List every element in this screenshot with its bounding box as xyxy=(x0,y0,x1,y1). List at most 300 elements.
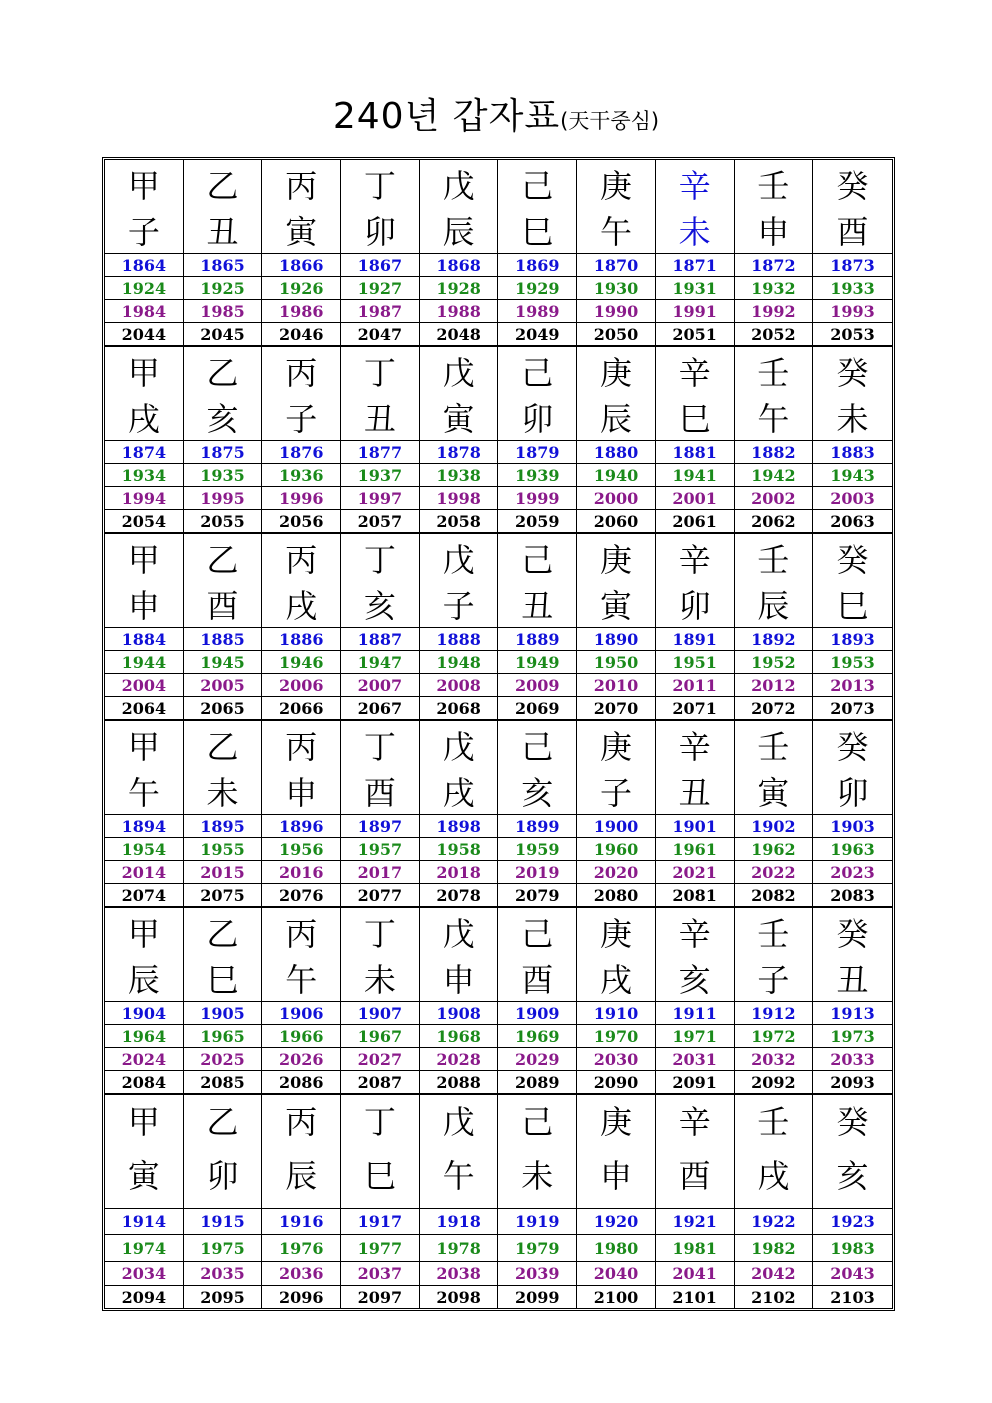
ganji-row xyxy=(105,347,892,440)
year-cell: 1912 xyxy=(735,1001,814,1024)
ganji-cell xyxy=(341,1095,420,1208)
year-cell: 1975 xyxy=(184,1234,263,1261)
year-cell: 2050 xyxy=(577,322,656,345)
year-cell: 1952 xyxy=(735,650,814,673)
branch-char: 酉 xyxy=(836,213,869,251)
stem-char: 戊 xyxy=(442,915,475,953)
branch-char: 巳 xyxy=(363,1157,396,1195)
year-cell: 1996 xyxy=(262,486,341,509)
year-row xyxy=(105,1208,892,1234)
year-cell: 2041 xyxy=(656,1261,735,1285)
year-cell: 1940 xyxy=(577,463,656,486)
stem-char: 丁 xyxy=(363,354,396,392)
year-cell: 2021 xyxy=(656,860,735,883)
ganji-cell xyxy=(105,908,184,1001)
year-cell: 1903 xyxy=(813,814,892,837)
year-cell: 1904 xyxy=(105,1001,184,1024)
ganji-cell xyxy=(735,908,814,1001)
year-cell: 1970 xyxy=(577,1024,656,1047)
year-cell: 2013 xyxy=(813,673,892,696)
year-cell: 1895 xyxy=(184,814,263,837)
stem-char: 乙 xyxy=(206,1103,239,1141)
year-cell: 1935 xyxy=(184,463,263,486)
ganji-cell xyxy=(105,160,184,253)
stem-char: 丁 xyxy=(363,915,396,953)
year-cell: 1965 xyxy=(184,1024,263,1047)
cycle-block xyxy=(105,1095,892,1308)
year-cell: 1998 xyxy=(420,486,499,509)
ganji-cell xyxy=(735,1095,814,1208)
ganji-cell xyxy=(184,347,263,440)
year-cell: 2068 xyxy=(420,696,499,719)
year-cell: 1883 xyxy=(813,440,892,463)
stem-char: 辛 xyxy=(678,541,711,579)
stem-char: 己 xyxy=(521,915,554,953)
sexagenary-table xyxy=(102,157,895,1311)
year-cell: 2001 xyxy=(656,486,735,509)
year-cell: 2040 xyxy=(577,1261,656,1285)
year-cell: 2069 xyxy=(498,696,577,719)
year-cell: 1880 xyxy=(577,440,656,463)
stem-char: 辛 xyxy=(678,354,711,392)
year-cell: 1990 xyxy=(577,299,656,322)
stem-char: 癸 xyxy=(836,728,869,766)
year-cell: 2101 xyxy=(656,1285,735,1308)
branch-char: 子 xyxy=(442,587,475,625)
year-cell: 2007 xyxy=(341,673,420,696)
year-cell: 2085 xyxy=(184,1070,263,1093)
ganji-cell xyxy=(735,347,814,440)
year-row xyxy=(105,883,892,906)
stem-char: 庚 xyxy=(599,541,632,579)
year-cell: 2011 xyxy=(656,673,735,696)
stem-char: 丙 xyxy=(285,541,318,579)
ganji-cell xyxy=(420,160,499,253)
year-cell: 2048 xyxy=(420,322,499,345)
ganji-cell xyxy=(105,721,184,814)
year-cell: 2009 xyxy=(498,673,577,696)
ganji-row xyxy=(105,534,892,627)
stem-char: 乙 xyxy=(206,915,239,953)
stem-char: 乙 xyxy=(206,167,239,205)
year-cell: 1905 xyxy=(184,1001,263,1024)
year-cell: 2090 xyxy=(577,1070,656,1093)
year-cell: 2049 xyxy=(498,322,577,345)
year-cell: 2022 xyxy=(735,860,814,883)
stem-char: 辛 xyxy=(678,728,711,766)
stem-char: 丙 xyxy=(285,1103,318,1141)
branch-char: 辰 xyxy=(127,961,160,999)
year-cell: 1887 xyxy=(341,627,420,650)
branch-char: 午 xyxy=(757,400,790,438)
year-cell: 1958 xyxy=(420,837,499,860)
stem-char: 丙 xyxy=(285,728,318,766)
year-cell: 1943 xyxy=(813,463,892,486)
branch-char: 亥 xyxy=(836,1157,869,1195)
year-cell: 1865 xyxy=(184,253,263,276)
page-title xyxy=(0,88,992,139)
branch-char: 亥 xyxy=(678,961,711,999)
year-cell: 1961 xyxy=(656,837,735,860)
year-cell: 2029 xyxy=(498,1047,577,1070)
year-cell: 2042 xyxy=(735,1261,814,1285)
stem-char: 壬 xyxy=(757,1103,790,1141)
branch-char: 戌 xyxy=(127,400,160,438)
year-cell: 2083 xyxy=(813,883,892,906)
year-cell: 1914 xyxy=(105,1208,184,1234)
stem-char: 辛 xyxy=(678,915,711,953)
year-cell: 1980 xyxy=(577,1234,656,1261)
year-cell: 1908 xyxy=(420,1001,499,1024)
stem-char: 甲 xyxy=(127,354,160,392)
year-row xyxy=(105,440,892,463)
year-cell: 1959 xyxy=(498,837,577,860)
stem-char: 甲 xyxy=(127,1103,160,1141)
branch-char: 未 xyxy=(363,961,396,999)
year-cell: 1978 xyxy=(420,1234,499,1261)
branch-char: 申 xyxy=(285,774,318,812)
year-cell: 2073 xyxy=(813,696,892,719)
year-cell: 2058 xyxy=(420,509,499,532)
year-cell: 2102 xyxy=(735,1285,814,1308)
year-cell: 2095 xyxy=(184,1285,263,1308)
year-cell: 2005 xyxy=(184,673,263,696)
branch-char: 辰 xyxy=(757,587,790,625)
branch-char: 酉 xyxy=(363,774,396,812)
year-row xyxy=(105,253,892,276)
year-cell: 1928 xyxy=(420,276,499,299)
year-cell: 1982 xyxy=(735,1234,814,1261)
stem-char: 庚 xyxy=(599,728,632,766)
year-cell: 2051 xyxy=(656,322,735,345)
year-cell: 1939 xyxy=(498,463,577,486)
year-cell: 1989 xyxy=(498,299,577,322)
year-cell: 1873 xyxy=(813,253,892,276)
ganji-cell xyxy=(184,160,263,253)
year-row xyxy=(105,322,892,345)
year-cell: 1901 xyxy=(656,814,735,837)
year-cell: 1872 xyxy=(735,253,814,276)
year-cell: 1926 xyxy=(262,276,341,299)
year-cell: 2063 xyxy=(813,509,892,532)
year-cell: 1886 xyxy=(262,627,341,650)
year-cell: 2045 xyxy=(184,322,263,345)
year-row xyxy=(105,696,892,719)
year-cell: 1875 xyxy=(184,440,263,463)
ganji-cell xyxy=(184,908,263,1001)
year-cell: 1874 xyxy=(105,440,184,463)
branch-char: 巳 xyxy=(836,587,869,625)
year-cell: 2070 xyxy=(577,696,656,719)
stem-char: 壬 xyxy=(757,354,790,392)
ganji-cell xyxy=(498,347,577,440)
year-cell: 1913 xyxy=(813,1001,892,1024)
year-cell: 1891 xyxy=(656,627,735,650)
branch-char: 未 xyxy=(206,774,239,812)
year-row xyxy=(105,1047,892,1070)
branch-char: 卯 xyxy=(206,1157,239,1195)
year-cell: 1984 xyxy=(105,299,184,322)
year-cell: 2056 xyxy=(262,509,341,532)
year-cell: 2015 xyxy=(184,860,263,883)
year-cell: 1969 xyxy=(498,1024,577,1047)
year-row xyxy=(105,837,892,860)
year-cell: 2053 xyxy=(813,322,892,345)
branch-char: 辰 xyxy=(442,213,475,251)
cycle-block xyxy=(105,908,892,1095)
year-cell: 1915 xyxy=(184,1208,263,1234)
year-cell: 2055 xyxy=(184,509,263,532)
year-cell: 2008 xyxy=(420,673,499,696)
year-cell: 1929 xyxy=(498,276,577,299)
year-cell: 2099 xyxy=(498,1285,577,1308)
year-row xyxy=(105,860,892,883)
year-cell: 2091 xyxy=(656,1070,735,1093)
year-cell: 2034 xyxy=(105,1261,184,1285)
branch-char: 寅 xyxy=(442,400,475,438)
year-cell: 1948 xyxy=(420,650,499,673)
year-cell: 2098 xyxy=(420,1285,499,1308)
year-cell: 1985 xyxy=(184,299,263,322)
branch-char: 卯 xyxy=(521,400,554,438)
year-cell: 2002 xyxy=(735,486,814,509)
branch-char: 寅 xyxy=(127,1157,160,1195)
year-cell: 2047 xyxy=(341,322,420,345)
year-cell: 1960 xyxy=(577,837,656,860)
stem-char: 庚 xyxy=(599,915,632,953)
year-cell: 1983 xyxy=(813,1234,892,1261)
stem-char: 丙 xyxy=(285,915,318,953)
year-cell: 2100 xyxy=(577,1285,656,1308)
stem-char: 戊 xyxy=(442,728,475,766)
stem-char: 乙 xyxy=(206,541,239,579)
year-cell: 1994 xyxy=(105,486,184,509)
ganji-cell xyxy=(105,347,184,440)
year-cell: 2046 xyxy=(262,322,341,345)
stem-char: 癸 xyxy=(836,354,869,392)
year-cell: 2092 xyxy=(735,1070,814,1093)
year-cell: 1949 xyxy=(498,650,577,673)
year-cell: 1888 xyxy=(420,627,499,650)
ganji-cell xyxy=(735,160,814,253)
year-cell: 2097 xyxy=(341,1285,420,1308)
branch-char: 子 xyxy=(285,400,318,438)
year-cell: 1956 xyxy=(262,837,341,860)
year-cell: 1973 xyxy=(813,1024,892,1047)
branch-char: 丑 xyxy=(363,400,396,438)
branch-char: 辰 xyxy=(599,400,632,438)
year-cell: 1868 xyxy=(420,253,499,276)
ganji-cell xyxy=(735,534,814,627)
year-cell: 1954 xyxy=(105,837,184,860)
year-cell: 2052 xyxy=(735,322,814,345)
year-cell: 1950 xyxy=(577,650,656,673)
stem-char: 甲 xyxy=(127,728,160,766)
stem-char: 丁 xyxy=(363,167,396,205)
year-cell: 1964 xyxy=(105,1024,184,1047)
ganji-cell xyxy=(420,1095,499,1208)
ganji-cell xyxy=(656,1095,735,1208)
year-cell: 1923 xyxy=(813,1208,892,1234)
branch-char: 午 xyxy=(127,774,160,812)
year-cell: 2024 xyxy=(105,1047,184,1070)
year-cell: 1922 xyxy=(735,1208,814,1234)
year-cell: 2071 xyxy=(656,696,735,719)
year-cell: 2012 xyxy=(735,673,814,696)
year-cell: 1933 xyxy=(813,276,892,299)
year-cell: 1963 xyxy=(813,837,892,860)
year-cell: 1907 xyxy=(341,1001,420,1024)
year-row xyxy=(105,1234,892,1261)
stem-char: 乙 xyxy=(206,354,239,392)
year-cell: 1936 xyxy=(262,463,341,486)
ganji-row xyxy=(105,1095,892,1208)
year-cell: 1899 xyxy=(498,814,577,837)
year-cell: 1974 xyxy=(105,1234,184,1261)
year-cell: 1937 xyxy=(341,463,420,486)
year-cell: 1977 xyxy=(341,1234,420,1261)
year-cell: 2065 xyxy=(184,696,263,719)
year-cell: 2031 xyxy=(656,1047,735,1070)
branch-char: 卯 xyxy=(363,213,396,251)
year-cell: 2044 xyxy=(105,322,184,345)
ganji-cell xyxy=(656,534,735,627)
year-cell: 1953 xyxy=(813,650,892,673)
year-cell: 2000 xyxy=(577,486,656,509)
branch-char: 子 xyxy=(599,774,632,812)
year-cell: 1897 xyxy=(341,814,420,837)
year-cell: 2067 xyxy=(341,696,420,719)
year-cell: 1884 xyxy=(105,627,184,650)
year-cell: 1995 xyxy=(184,486,263,509)
year-cell: 2096 xyxy=(262,1285,341,1308)
year-cell: 1911 xyxy=(656,1001,735,1024)
year-cell: 2026 xyxy=(262,1047,341,1070)
year-cell: 2017 xyxy=(341,860,420,883)
year-cell: 2014 xyxy=(105,860,184,883)
branch-char: 丑 xyxy=(678,774,711,812)
year-cell: 1947 xyxy=(341,650,420,673)
year-cell: 2025 xyxy=(184,1047,263,1070)
ganji-cell xyxy=(577,160,656,253)
year-cell: 1941 xyxy=(656,463,735,486)
ganji-cell xyxy=(341,908,420,1001)
year-cell: 2079 xyxy=(498,883,577,906)
year-cell: 1877 xyxy=(341,440,420,463)
stem-char: 庚 xyxy=(599,167,632,205)
ganji-cell xyxy=(813,160,892,253)
year-cell: 1918 xyxy=(420,1208,499,1234)
ganji-cell xyxy=(577,1095,656,1208)
branch-char: 戌 xyxy=(442,774,475,812)
branch-char: 酉 xyxy=(206,587,239,625)
branch-char: 卯 xyxy=(836,774,869,812)
branch-char: 酉 xyxy=(678,1157,711,1195)
stem-char: 戊 xyxy=(442,1103,475,1141)
ganji-cell xyxy=(577,908,656,1001)
year-cell: 2066 xyxy=(262,696,341,719)
year-cell: 1957 xyxy=(341,837,420,860)
ganji-cell xyxy=(813,534,892,627)
year-cell: 2061 xyxy=(656,509,735,532)
year-cell: 2030 xyxy=(577,1047,656,1070)
branch-char: 未 xyxy=(678,213,711,251)
year-cell: 2060 xyxy=(577,509,656,532)
branch-char: 寅 xyxy=(757,774,790,812)
branch-char: 未 xyxy=(521,1157,554,1195)
year-cell: 1955 xyxy=(184,837,263,860)
stem-char: 己 xyxy=(521,728,554,766)
year-cell: 1898 xyxy=(420,814,499,837)
year-cell: 1967 xyxy=(341,1024,420,1047)
year-cell: 1920 xyxy=(577,1208,656,1234)
stem-char: 己 xyxy=(521,354,554,392)
year-cell: 1893 xyxy=(813,627,892,650)
year-cell: 2054 xyxy=(105,509,184,532)
year-cell: 1986 xyxy=(262,299,341,322)
year-cell: 1999 xyxy=(498,486,577,509)
year-cell: 1878 xyxy=(420,440,499,463)
ganji-cell xyxy=(735,721,814,814)
ganji-cell xyxy=(420,908,499,1001)
year-row xyxy=(105,814,892,837)
year-row xyxy=(105,299,892,322)
year-cell: 2078 xyxy=(420,883,499,906)
year-cell: 1910 xyxy=(577,1001,656,1024)
branch-char: 申 xyxy=(127,587,160,625)
ganji-cell xyxy=(184,1095,263,1208)
branch-char: 子 xyxy=(757,961,790,999)
year-cell: 1885 xyxy=(184,627,263,650)
ganji-cell xyxy=(420,721,499,814)
year-cell: 2020 xyxy=(577,860,656,883)
branch-char: 丑 xyxy=(521,587,554,625)
year-row xyxy=(105,509,892,532)
year-cell: 2039 xyxy=(498,1261,577,1285)
branch-char: 寅 xyxy=(599,587,632,625)
year-cell: 2087 xyxy=(341,1070,420,1093)
year-row xyxy=(105,650,892,673)
year-cell: 2080 xyxy=(577,883,656,906)
ganji-cell xyxy=(420,534,499,627)
stem-char: 甲 xyxy=(127,915,160,953)
ganji-cell xyxy=(498,1095,577,1208)
year-cell: 1987 xyxy=(341,299,420,322)
branch-char: 辰 xyxy=(285,1157,318,1195)
year-cell: 1976 xyxy=(262,1234,341,1261)
cycle-block xyxy=(105,347,892,534)
stem-char: 壬 xyxy=(757,167,790,205)
ganji-row xyxy=(105,160,892,253)
year-cell: 2018 xyxy=(420,860,499,883)
stem-char: 丁 xyxy=(363,728,396,766)
year-cell: 1924 xyxy=(105,276,184,299)
year-cell: 1896 xyxy=(262,814,341,837)
year-cell: 2103 xyxy=(813,1285,892,1308)
stem-char: 己 xyxy=(521,541,554,579)
year-cell: 1902 xyxy=(735,814,814,837)
ganji-cell xyxy=(262,721,341,814)
year-cell: 1921 xyxy=(656,1208,735,1234)
year-cell: 2082 xyxy=(735,883,814,906)
year-cell: 2010 xyxy=(577,673,656,696)
year-cell: 2076 xyxy=(262,883,341,906)
ganji-cell xyxy=(498,534,577,627)
year-cell: 1916 xyxy=(262,1208,341,1234)
stem-char: 癸 xyxy=(836,541,869,579)
ganji-cell xyxy=(813,347,892,440)
year-cell: 2036 xyxy=(262,1261,341,1285)
